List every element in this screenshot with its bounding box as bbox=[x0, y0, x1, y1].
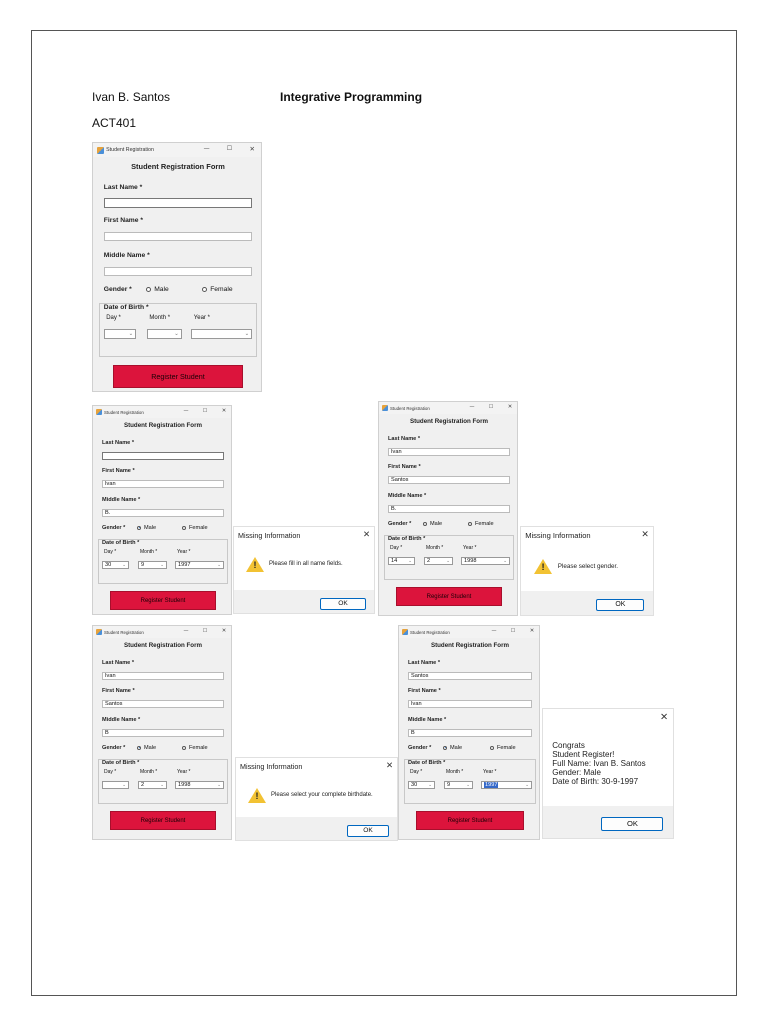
date-of-birth-label: Date of Birth * bbox=[102, 760, 140, 766]
date-of-birth-label: Date of Birth * bbox=[102, 540, 140, 546]
window-title: Student Registration bbox=[106, 147, 154, 154]
middle-name-label: Middle Name * bbox=[388, 493, 427, 499]
month-value: 9 bbox=[141, 562, 145, 568]
year-combo[interactable] bbox=[191, 329, 252, 339]
form-window bbox=[92, 142, 262, 392]
day-value: 30 bbox=[411, 782, 418, 788]
form-window bbox=[92, 625, 232, 840]
first-name-label: First Name * bbox=[408, 688, 441, 694]
female-label: Female bbox=[189, 525, 208, 531]
male-radio[interactable] bbox=[423, 522, 427, 526]
title-bar bbox=[399, 626, 539, 638]
last-name-input[interactable] bbox=[102, 452, 224, 460]
first-name-label: First Name * bbox=[102, 688, 135, 694]
ok-button[interactable]: OK bbox=[601, 817, 663, 831]
warning-mark: ! bbox=[541, 561, 545, 573]
day-combo[interactable] bbox=[102, 781, 129, 789]
middle-name-input[interactable] bbox=[104, 267, 252, 277]
female-label: Female bbox=[210, 285, 233, 293]
chevron-down-icon: ⌄ bbox=[122, 562, 126, 568]
day-label: Day * bbox=[410, 769, 423, 775]
year-combo[interactable] bbox=[461, 557, 510, 565]
year-combo[interactable] bbox=[175, 561, 224, 569]
ok-button[interactable]: OK bbox=[596, 599, 644, 612]
year-combo[interactable] bbox=[175, 781, 224, 789]
dialog-message: Please select your complete birthdate. bbox=[271, 792, 373, 798]
last-name-label: Last Name * bbox=[388, 436, 421, 442]
success-dialog bbox=[542, 708, 674, 839]
course-title: Integrative Programming bbox=[280, 90, 423, 104]
gender-label: Gender * bbox=[102, 525, 126, 531]
dialog-message-line: Gender: Male bbox=[552, 768, 601, 778]
month-label: Month * bbox=[140, 769, 158, 775]
window-title: Student Registration bbox=[104, 629, 144, 635]
chevron-down-icon: ⌄ bbox=[122, 782, 126, 788]
date-of-birth-label: Date of Birth * bbox=[408, 760, 446, 766]
day-combo[interactable] bbox=[104, 329, 136, 339]
chevron-down-icon: ⌄ bbox=[408, 558, 412, 564]
gender-label: Gender * bbox=[408, 745, 432, 751]
year-value: 1997 bbox=[178, 562, 191, 568]
form-window bbox=[398, 625, 540, 840]
close-icon[interactable]: ✕ bbox=[641, 530, 649, 541]
year-label: Year * bbox=[483, 769, 497, 775]
first-name-input[interactable]: Ivan bbox=[408, 700, 532, 708]
day-value: 30 bbox=[105, 562, 112, 568]
year-value: 1997 bbox=[485, 782, 498, 788]
first-name-label: First Name * bbox=[388, 464, 421, 470]
male-radio[interactable] bbox=[443, 746, 447, 750]
close-button[interactable]: ✕ bbox=[529, 628, 535, 634]
female-label: Female bbox=[475, 521, 494, 527]
month-combo[interactable] bbox=[147, 329, 182, 339]
dialog-title: Missing Information bbox=[240, 762, 303, 771]
middle-name-label: Middle Name * bbox=[102, 717, 141, 723]
day-label: Day * bbox=[106, 314, 121, 321]
minimize-button[interactable]: — bbox=[203, 145, 210, 153]
month-combo[interactable] bbox=[444, 781, 473, 789]
register-student-button[interactable]: Register Student bbox=[110, 591, 216, 610]
minimize-button[interactable]: — bbox=[183, 408, 189, 414]
chevron-down-icon: ⌄ bbox=[217, 782, 221, 788]
first-name-input[interactable] bbox=[104, 232, 252, 242]
middle-name-label: Middle Name * bbox=[102, 497, 141, 503]
minimize-button[interactable]: — bbox=[469, 404, 475, 410]
middle-name-input[interactable]: B bbox=[408, 729, 532, 737]
year-label: Year * bbox=[193, 314, 210, 321]
middle-name-label: Middle Name * bbox=[408, 717, 447, 723]
last-name-label: Last Name * bbox=[102, 440, 135, 446]
male-radio[interactable] bbox=[146, 287, 151, 292]
register-student-button[interactable]: Register Student bbox=[110, 811, 216, 830]
app-icon bbox=[96, 629, 102, 635]
year-value: 1998 bbox=[178, 782, 191, 788]
chevron-down-icon: ⌄ bbox=[428, 782, 432, 788]
first-name-input[interactable]: Santos bbox=[388, 476, 510, 484]
gender-label: Gender * bbox=[388, 521, 412, 527]
chevron-down-icon: ⌄ bbox=[128, 330, 134, 337]
female-radio[interactable] bbox=[182, 746, 186, 750]
year-label: Year * bbox=[177, 769, 191, 775]
close-button[interactable]: ✕ bbox=[221, 628, 227, 634]
year-label: Year * bbox=[177, 549, 191, 555]
chevron-down-icon: ⌄ bbox=[174, 330, 179, 337]
date-of-birth-label: Date of Birth * bbox=[388, 536, 426, 542]
day-value: 14 bbox=[391, 558, 398, 564]
register-student-button[interactable]: Register Student bbox=[416, 811, 524, 830]
close-icon[interactable]: ✕ bbox=[386, 761, 394, 771]
day-label: Day * bbox=[104, 549, 117, 555]
maximize-button[interactable]: ☐ bbox=[510, 628, 516, 634]
close-button[interactable]: ✕ bbox=[221, 408, 227, 414]
minimize-button[interactable]: — bbox=[491, 628, 497, 634]
male-label: Male bbox=[144, 745, 157, 751]
first-name-label: First Name * bbox=[103, 217, 144, 225]
last-name-input[interactable]: Santos bbox=[408, 672, 532, 680]
form-title: Student Registration Form bbox=[131, 162, 225, 172]
dialog-message-line: Full Name: Ivan B. Santos bbox=[552, 759, 646, 769]
male-radio[interactable] bbox=[137, 526, 141, 530]
month-combo[interactable] bbox=[424, 557, 453, 565]
dialog-message-line: Date of Birth: 30-9-1997 bbox=[552, 777, 639, 787]
last-name-label: Last Name * bbox=[103, 183, 143, 191]
section-code: ACT401 bbox=[92, 116, 137, 130]
last-name-input[interactable]: Ivan bbox=[102, 672, 224, 680]
female-radio[interactable] bbox=[468, 522, 472, 526]
male-label: Male bbox=[144, 525, 157, 531]
month-label: Month * bbox=[140, 549, 158, 555]
warning-mark: ! bbox=[255, 791, 259, 801]
title-bar bbox=[93, 626, 231, 638]
maximize-button[interactable]: ☐ bbox=[202, 408, 208, 414]
maximize-button[interactable]: ☐ bbox=[488, 404, 494, 410]
dialog-message-line: Student Register! bbox=[552, 750, 615, 760]
missing-information-dialog bbox=[233, 526, 375, 614]
date-of-birth-label: Date of Birth * bbox=[103, 303, 149, 311]
year-combo[interactable] bbox=[481, 781, 532, 789]
window-title: Student Registration bbox=[390, 405, 430, 411]
chevron-down-icon: ⌄ bbox=[217, 562, 221, 568]
year-value: 1998 bbox=[464, 558, 477, 564]
gender-label: Gender * bbox=[102, 745, 126, 751]
chevron-down-icon: ⌄ bbox=[160, 782, 164, 788]
female-radio[interactable] bbox=[202, 287, 207, 292]
first-name-input[interactable]: Ivan bbox=[102, 480, 224, 488]
ok-button[interactable]: OK bbox=[320, 598, 366, 610]
window-title: Student Registration bbox=[410, 629, 450, 635]
missing-information-dialog bbox=[520, 526, 654, 616]
month-combo[interactable] bbox=[138, 781, 167, 789]
form-title: Student Registration Form bbox=[123, 642, 203, 649]
female-label: Female bbox=[497, 745, 516, 751]
male-label: Male bbox=[430, 521, 443, 527]
minimize-button[interactable]: — bbox=[183, 628, 189, 634]
chevron-down-icon: ⌄ bbox=[503, 558, 507, 564]
middle-name-input[interactable]: B bbox=[102, 729, 224, 737]
chevron-down-icon: ⌄ bbox=[160, 562, 164, 568]
form-title: Student Registration Form bbox=[409, 418, 489, 425]
form-window bbox=[92, 405, 232, 615]
female-radio[interactable] bbox=[490, 746, 494, 750]
month-label: Month * bbox=[426, 545, 444, 551]
month-label: Month * bbox=[149, 314, 171, 321]
maximize-button[interactable]: ☐ bbox=[202, 628, 208, 634]
ok-button[interactable]: OK bbox=[347, 825, 389, 837]
last-name-input[interactable] bbox=[104, 198, 252, 208]
app-icon bbox=[97, 147, 104, 154]
form-window bbox=[378, 401, 518, 616]
register-student-button[interactable]: Register Student bbox=[113, 365, 242, 388]
form-title: Student Registration Form bbox=[123, 422, 203, 429]
close-button[interactable]: ✕ bbox=[507, 404, 513, 410]
chevron-down-icon: ⌄ bbox=[466, 782, 470, 788]
day-label: Day * bbox=[390, 545, 403, 551]
female-radio[interactable] bbox=[182, 526, 186, 530]
last-name-label: Last Name * bbox=[102, 660, 135, 666]
title-bar bbox=[379, 402, 517, 414]
title-bar bbox=[93, 143, 261, 157]
dialog-title: Missing Information bbox=[525, 531, 591, 541]
first-name-label: First Name * bbox=[102, 468, 135, 474]
window-title: Student Registration bbox=[104, 409, 144, 415]
app-icon bbox=[382, 405, 388, 411]
day-combo[interactable] bbox=[408, 781, 435, 789]
first-name-input[interactable]: Santos bbox=[102, 700, 224, 708]
chevron-down-icon: ⌄ bbox=[525, 782, 529, 788]
male-radio[interactable] bbox=[137, 746, 141, 750]
close-icon[interactable]: ✕ bbox=[660, 712, 669, 724]
month-value: 2 bbox=[141, 782, 145, 788]
missing-information-dialog bbox=[235, 757, 398, 841]
chevron-down-icon: ⌄ bbox=[446, 558, 450, 564]
warning-mark: ! bbox=[253, 560, 257, 570]
register-student-button[interactable]: Register Student bbox=[396, 587, 502, 606]
form-title: Student Registration Form bbox=[430, 642, 510, 649]
gender-label: Gender * bbox=[103, 285, 132, 293]
last-name-input[interactable]: Ivan bbox=[388, 448, 510, 456]
year-label: Year * bbox=[463, 545, 477, 551]
month-combo[interactable] bbox=[138, 561, 167, 569]
female-label: Female bbox=[189, 745, 208, 751]
male-label: Male bbox=[154, 285, 169, 293]
dialog-message-line: Congrats bbox=[552, 741, 585, 751]
close-icon[interactable]: ✕ bbox=[363, 530, 371, 540]
app-icon bbox=[402, 629, 408, 635]
middle-name-label: Middle Name * bbox=[103, 252, 150, 260]
last-name-label: Last Name * bbox=[408, 660, 441, 666]
dialog-message: Please select gender. bbox=[557, 562, 618, 570]
dialog-message: Please fill in all name fields. bbox=[269, 561, 343, 567]
month-value: 2 bbox=[427, 558, 431, 564]
app-icon bbox=[96, 409, 102, 415]
middle-name-input[interactable]: B. bbox=[102, 509, 224, 517]
day-combo[interactable] bbox=[388, 557, 415, 565]
dialog-title: Missing Information bbox=[238, 531, 301, 540]
middle-name-input[interactable]: B. bbox=[388, 505, 510, 513]
chevron-down-icon: ⌄ bbox=[244, 330, 250, 337]
close-button[interactable]: ✕ bbox=[249, 145, 255, 154]
student-name: Ivan B. Santos bbox=[92, 90, 171, 104]
day-label: Day * bbox=[104, 769, 117, 775]
title-bar bbox=[93, 406, 231, 418]
month-label: Month * bbox=[446, 769, 464, 775]
day-combo[interactable] bbox=[102, 561, 129, 569]
month-value: 9 bbox=[447, 782, 451, 788]
male-label: Male bbox=[450, 745, 463, 751]
maximize-button[interactable]: ☐ bbox=[226, 145, 233, 153]
